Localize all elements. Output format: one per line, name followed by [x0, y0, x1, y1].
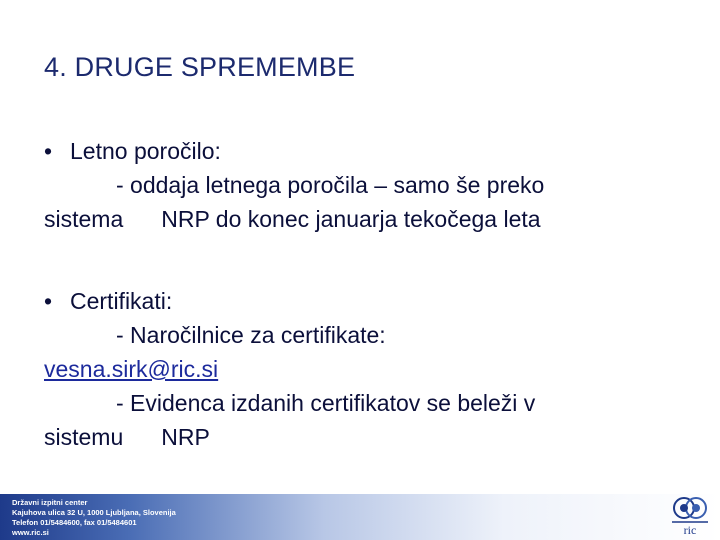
slide-title: 4. DRUGE SPREMEMBE [44, 52, 356, 82]
section-letno-porocilo [44, 134, 544, 236]
text-line: NRP [161, 424, 210, 450]
email-link[interactable]: vesna.sirk@ric.si [44, 356, 219, 382]
footer-address [12, 498, 176, 538]
footer-line: Kajuhova ulica 32 U, 1000 Ljubljana, Slovenija [12, 508, 176, 517]
text-line: sistema [44, 206, 124, 232]
logo-text: ric [683, 523, 697, 537]
text-line: NRP do konec januarja tekočega leta [161, 206, 541, 232]
footer-website: www.ric.si [12, 528, 49, 537]
ric-logo-icon [664, 492, 716, 538]
footer-line: Telefon 01/5484600, fax 01/5484601 [12, 518, 137, 527]
text-line: - oddaja letnega poročila – samo še preko [116, 172, 545, 198]
text-line: - Naročilnice za certifikate: [116, 322, 386, 348]
section-heading: Certifikati: [70, 288, 173, 314]
footer-line: Državni izpitni center [12, 498, 88, 507]
text-line: sistemu [44, 424, 124, 450]
section-certifikati [44, 284, 535, 454]
bullet: • [44, 288, 53, 314]
section-heading: Letno poročilo: [70, 138, 221, 164]
text-line: - Evidenca izdanih certifikatov se beleži v [116, 390, 536, 416]
bullet: • [44, 138, 53, 164]
